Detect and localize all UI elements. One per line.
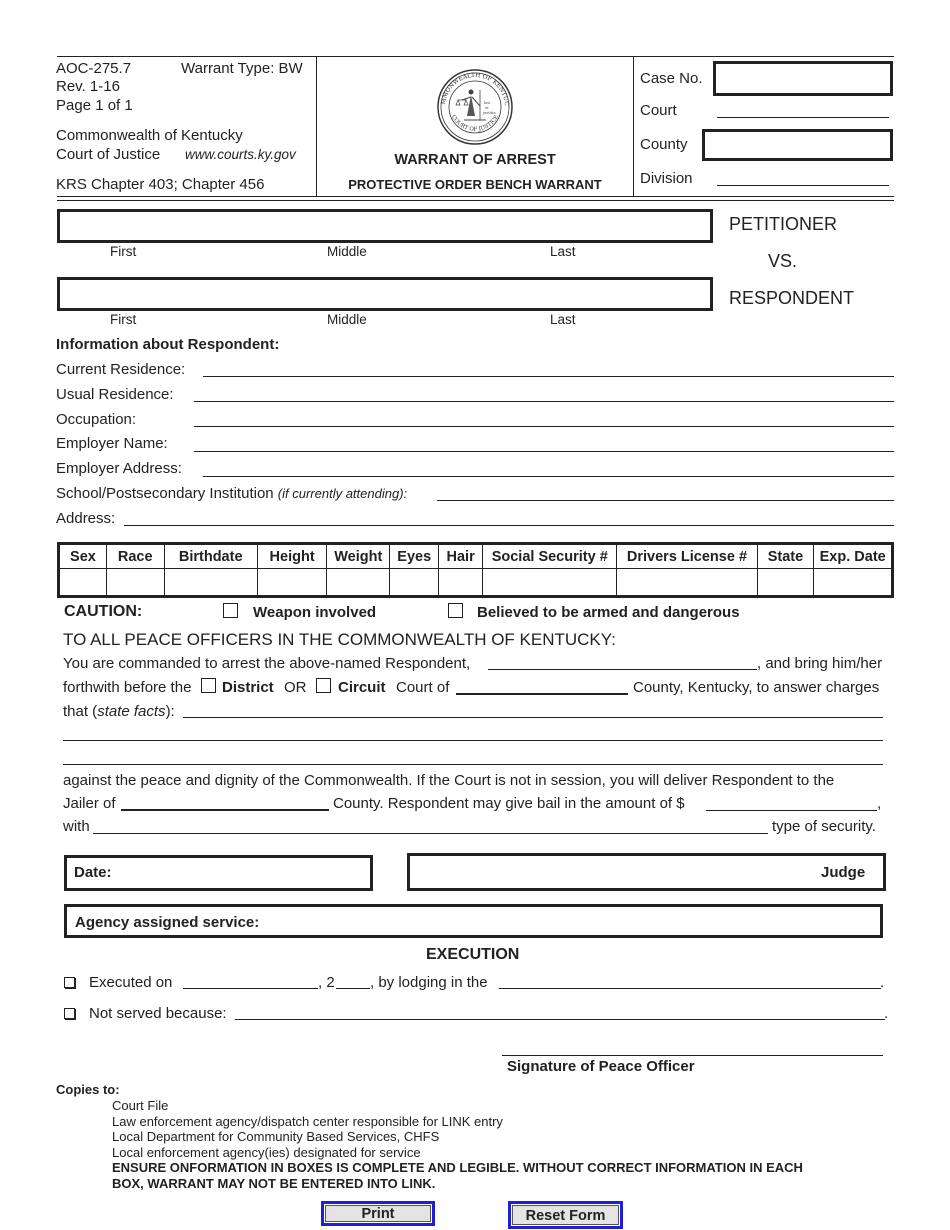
district-label: District [222,679,274,696]
armed-dangerous-label: Believed to be armed and dangerous [477,604,740,621]
school-field[interactable] [437,500,894,501]
occupation-field[interactable] [194,426,894,427]
facts-line-2[interactable] [63,740,883,741]
column-header-height: Height [257,544,326,569]
current-residence-label: Current Residence: [56,361,186,378]
warrant-type: Warrant Type: BW [181,60,303,77]
reset-button-label: Reset Form [512,1205,619,1225]
column-header-social-security: Social Security # [483,544,617,569]
security-type-field[interactable] [93,833,768,834]
krs-reference: KRS Chapter 403; Chapter 456 [56,176,265,193]
circuit-checkbox[interactable] [316,678,331,693]
versus-label: VS. [768,251,798,271]
bring-text: , and bring him/her [757,655,883,672]
county-label: County [640,136,688,153]
cell-sex[interactable] [59,569,107,597]
school-label: School/Postsecondary Institution (if currently attending): [56,485,408,502]
commonwealth-label: Commonwealth of Kentucky [56,127,243,144]
respondent-last-label: Last [550,312,576,327]
jailer-of-text: Jailer of [63,795,116,812]
facts-line-3[interactable] [63,764,883,765]
not-served-checkbox[interactable] [64,1008,75,1019]
county-answer-text: County, Kentucky, to answer charges [633,679,880,696]
not-served-text: Not served because: [89,1005,227,1022]
print-button-label: Print [325,1205,431,1222]
division-label: Division [640,170,693,187]
case-no-field[interactable] [713,61,893,96]
respondent-first-label: First [110,312,137,327]
bail-text: County. Respondent may give bail in the amount of $ [333,795,685,812]
court-of-text: Court of [396,679,450,696]
form-title: WARRANT OF ARREST [394,152,556,168]
form-subtitle: PROTECTIVE ORDER BENCH WARRANT [348,177,602,192]
respondent-name-field[interactable] [57,277,713,311]
identification-table [57,542,894,598]
svg-text:law: law [484,101,491,105]
copies-item: Local Department for Community Based Services, CHFS [112,1129,440,1144]
armed-dangerous-checkbox[interactable] [448,603,463,618]
executed-checkbox[interactable] [64,977,75,988]
executed-on-text: Executed on [89,974,173,991]
forthwith-text: forthwith before the [63,679,192,696]
judge-label: Judge [821,864,866,881]
caution-label: CAUTION: [64,603,143,620]
address-field[interactable] [124,525,894,526]
or-label: OR [284,679,307,696]
cell-birthdate[interactable] [164,569,257,597]
column-header-weight: Weight [327,544,390,569]
kentucky-seal [436,68,514,146]
year-prefix: , 2 [318,974,335,991]
executed-date-field[interactable] [183,988,318,989]
respondent-label: RESPONDENT [729,288,855,308]
cell-state[interactable] [757,569,814,597]
court-county-field[interactable] [456,693,628,695]
district-checkbox[interactable] [201,678,216,693]
cell-hair[interactable] [439,569,483,597]
court-label: Court [640,102,677,119]
agency-label: Agency assigned service: [75,914,260,931]
not-served-reason-field[interactable] [235,1019,885,1020]
bail-amount-field[interactable] [706,810,877,811]
usual-residence-field[interactable] [194,401,894,402]
cell-height[interactable] [257,569,326,597]
court-of-justice-label: Court of Justice [56,146,161,163]
cell-race[interactable] [106,569,164,597]
execution-heading: EXECUTION [426,946,520,963]
column-header-race: Race [106,544,164,569]
entry-notice-line-2: BOX, WARRANT MAY NOT BE ENTERED INTO LINK. [112,1175,436,1191]
cell-social-security[interactable] [483,569,617,597]
website-link: www.courts.ky.gov [185,147,296,162]
entry-notice-line-1: ENSURE ONFORMATION IN BOXES IS COMPLETE AND LEGIBLE. WITHOUT CORRECT INFORMATION IN EACH [112,1160,803,1175]
cell-drivers-license[interactable] [617,569,757,597]
executed-year-field[interactable] [336,988,370,989]
svg-text:COMMONWEALTH OF KENTUCKY: MMONWEALTH OF KENTUC [440,71,511,107]
officer-signature-field[interactable] [502,1055,883,1056]
state-facts-label: that (state facts): [63,703,175,720]
with-text: with [63,818,90,835]
column-header-sex: Sex [59,544,107,569]
column-header-hair: Hair [439,544,483,569]
column-header-birthdate: Birthdate [164,544,257,569]
print-button[interactable] [321,1201,435,1226]
not-served-period: . [884,1005,889,1022]
column-header-eyes: Eyes [390,544,439,569]
petitioner-label: PETITIONER [729,214,838,234]
svg-text:et: et [485,106,489,110]
address-label: Address: [56,510,116,527]
copies-heading: Copies to: [56,1082,120,1097]
employer-name-field[interactable] [194,451,894,452]
employer-address-field[interactable] [203,476,894,477]
commanded-text: You are commanded to arrest the above-named Respondent, [63,655,471,672]
reset-form-button[interactable] [508,1201,623,1229]
against-peace-text: against the peace and dignity of the Commonwealth. If the Court is not in session, you will deliver Respondent to the [63,772,835,789]
facts-line-1[interactable] [183,717,883,718]
occupation-label: Occupation: [56,411,137,428]
employer-address-label: Employer Address: [56,460,182,477]
revision: Rev. 1-16 [56,78,120,95]
copies-item: Local enforcement agency(ies) designated for service [112,1144,421,1160]
petitioner-name-field[interactable] [57,209,713,243]
jailer-county-field[interactable] [121,809,329,811]
copies-list [112,1098,803,1191]
column-header-drivers-license: Drivers License # [617,544,757,569]
cell-weight[interactable] [327,569,390,597]
case-no-label: Case No. [640,70,703,87]
svg-text:COURT OF JUSTICE: COURT OF JUSTICE [449,114,501,133]
bail-comma: , [877,795,882,812]
copies-item: Court File [112,1098,169,1113]
petitioner-last-label: Last [550,244,576,259]
division-field[interactable] [717,185,889,186]
copies-item: Law enforcement agency/dispatch center responsible for LINK entry [112,1113,503,1129]
respondent-info-heading: Information about Respondent: [56,336,280,353]
weapon-involved-label: Weapon involved [253,604,377,621]
current-residence-field[interactable] [203,376,894,377]
circuit-label: Circuit [338,679,386,696]
page-number: Page 1 of 1 [56,97,133,114]
usual-residence-label: Usual Residence: [56,386,174,403]
cell-eyes[interactable] [390,569,439,597]
respondent-arrest-name-field[interactable] [488,669,757,670]
form-id: AOC-275.7 [56,60,132,77]
column-header-state: State [757,544,814,569]
officer-signature-label: Signature of Peace Officer [507,1058,695,1075]
county-field[interactable] [702,129,893,161]
lodging-text: , by lodging in the [370,974,488,991]
column-header-exp-date: Exp. Date [814,544,893,569]
petitioner-middle-label: Middle [327,244,367,259]
weapon-involved-checkbox[interactable] [223,603,238,618]
cell-exp-date[interactable] [814,569,893,597]
court-field[interactable] [717,117,889,118]
peace-officers-heading: TO ALL PEACE OFFICERS IN THE COMMONWEALTH OF KENTUCKY: [63,630,616,649]
employer-name-label: Employer Name: [56,435,168,452]
lodging-period: . [880,974,885,991]
svg-text:justitia: justitia [483,111,496,115]
type-security-text: type of security. [772,818,876,835]
petitioner-first-label: First [110,244,137,259]
respondent-middle-label: Middle [327,312,367,327]
lodging-location-field[interactable] [499,988,881,989]
date-label: Date: [74,864,112,881]
judge-signature-field[interactable] [407,853,886,891]
